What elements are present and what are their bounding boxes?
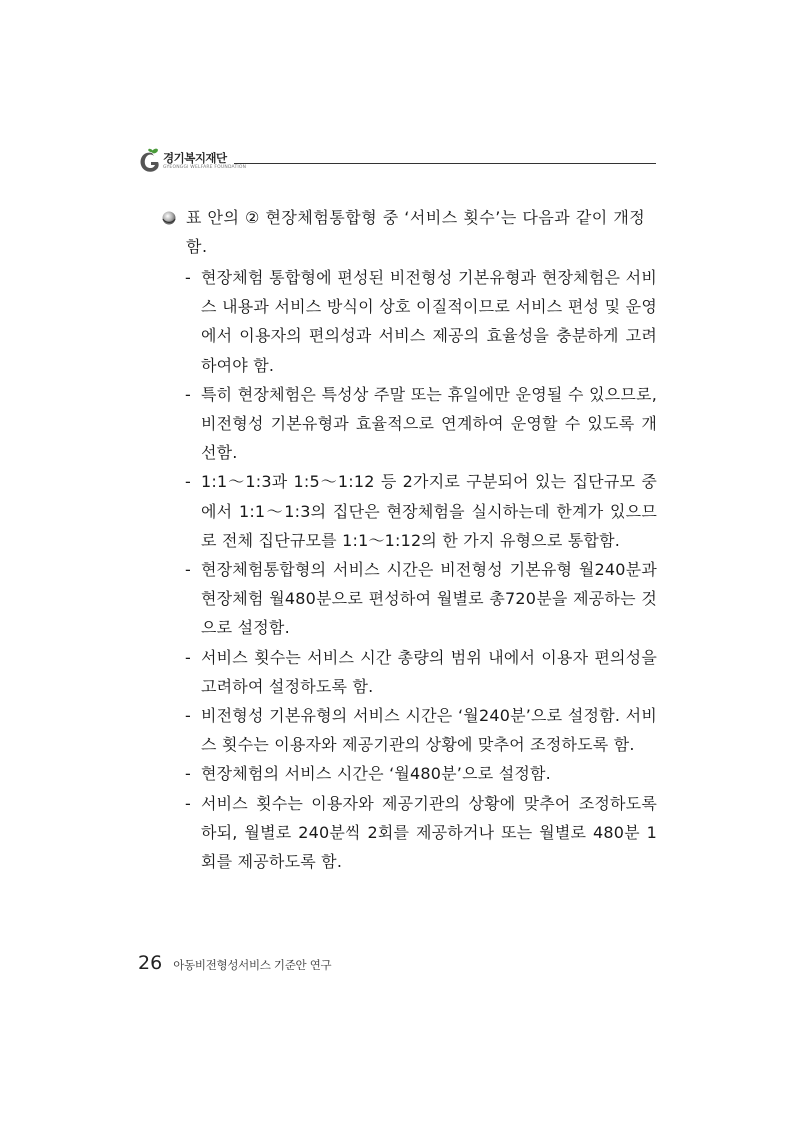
- list-item-text: 현장체험의 서비스 시간은 ‘월480분’으로 설정함.: [201, 764, 551, 784]
- list-dash: -: [185, 764, 191, 784]
- foundation-logo-subtext: GYEONGGI WELFARE FOUNDATION: [163, 165, 247, 170]
- list-dash: -: [185, 384, 191, 404]
- list-item: [185, 701, 657, 759]
- foundation-logo-text: 경기복지재단: [163, 151, 227, 165]
- revision-list: [185, 263, 657, 876]
- list-item-text: 서비스 횟수는 서비스 시간 총량의 범위 내에서 이용자 편의성을 고려하여 설정하도록 함.: [201, 647, 657, 696]
- list-item: [185, 380, 657, 468]
- list-item: [185, 643, 657, 701]
- list-item-text: 특히 현장체험은 특성상 주말 또는 휴일에만 운영될 수 있으므로, 비전형성 기본유형과 효율적으로 연계하여 운영할 수 있도록 개선함.: [201, 384, 657, 463]
- list-item-text: 현장체험 통합형에 편성된 비전형성 기본유형과 현장체험은 서비스 내용과 서비스 방식이 상호 이질적이므로 서비스 편성 및 운영에서 이용자의 편의성과 서비스 제공의 효율성을 충분하게 고려하여야 함.: [201, 268, 657, 375]
- page-header: [138, 145, 656, 179]
- page-number: 26: [138, 952, 163, 974]
- list-item: [185, 759, 657, 788]
- list-dash: -: [185, 472, 191, 492]
- list-item: [185, 555, 657, 643]
- list-item: [185, 467, 657, 555]
- list-item-text: 현장체험통합형의 서비스 시간은 비전형성 기본유형 월240분과 현장체험 월480분으로 편성하여 월별로 총720분을 제공하는 것으로 설정함.: [201, 560, 657, 638]
- list-item-text: 서비스 횟수는 이용자와 제공기관의 상황에 맞추어 조정하도록 하되, 월별로 240분씩 2회를 제공하거나 또는 월별로 480분 1회를 제공하도록 함.: [201, 793, 657, 872]
- list-item-text: 1:1～1:3과 1:5～1:12 등 2가지로 구분되어 있는 집단규모 중에서 1:1～1:3의 집단은 현장체험을 실시하는데 한계가 있으므로 전체 집단규모를 1:1～1:12의 한 가지 유형으로 통합함.: [201, 472, 657, 550]
- list-dash: -: [185, 647, 191, 667]
- intro-paragraph: 표 안의 ② 현장체험통합형 중 ‘서비스 횟수’는 다음과 같이 개정함.: [186, 208, 646, 256]
- list-dash: -: [185, 706, 191, 726]
- header-rule: [234, 163, 656, 164]
- page-footer: [138, 952, 331, 978]
- list-dash: -: [185, 560, 191, 580]
- document-title: 아동비전형성서비스 기준안 연구: [173, 958, 332, 972]
- list-item-text: 비전형성 기본유형의 서비스 시간은 ‘월240분’으로 설정함. 서비스 횟수는 이용자와 제공기관의 상황에 맞추어 조정하도록 함.: [201, 706, 657, 755]
- foundation-logo-icon: [138, 147, 162, 175]
- list-dash: -: [185, 793, 191, 813]
- disc-bullet-icon: [161, 210, 176, 225]
- list-dash: -: [185, 268, 191, 287]
- list-item: [185, 789, 657, 877]
- list-item: [185, 263, 657, 380]
